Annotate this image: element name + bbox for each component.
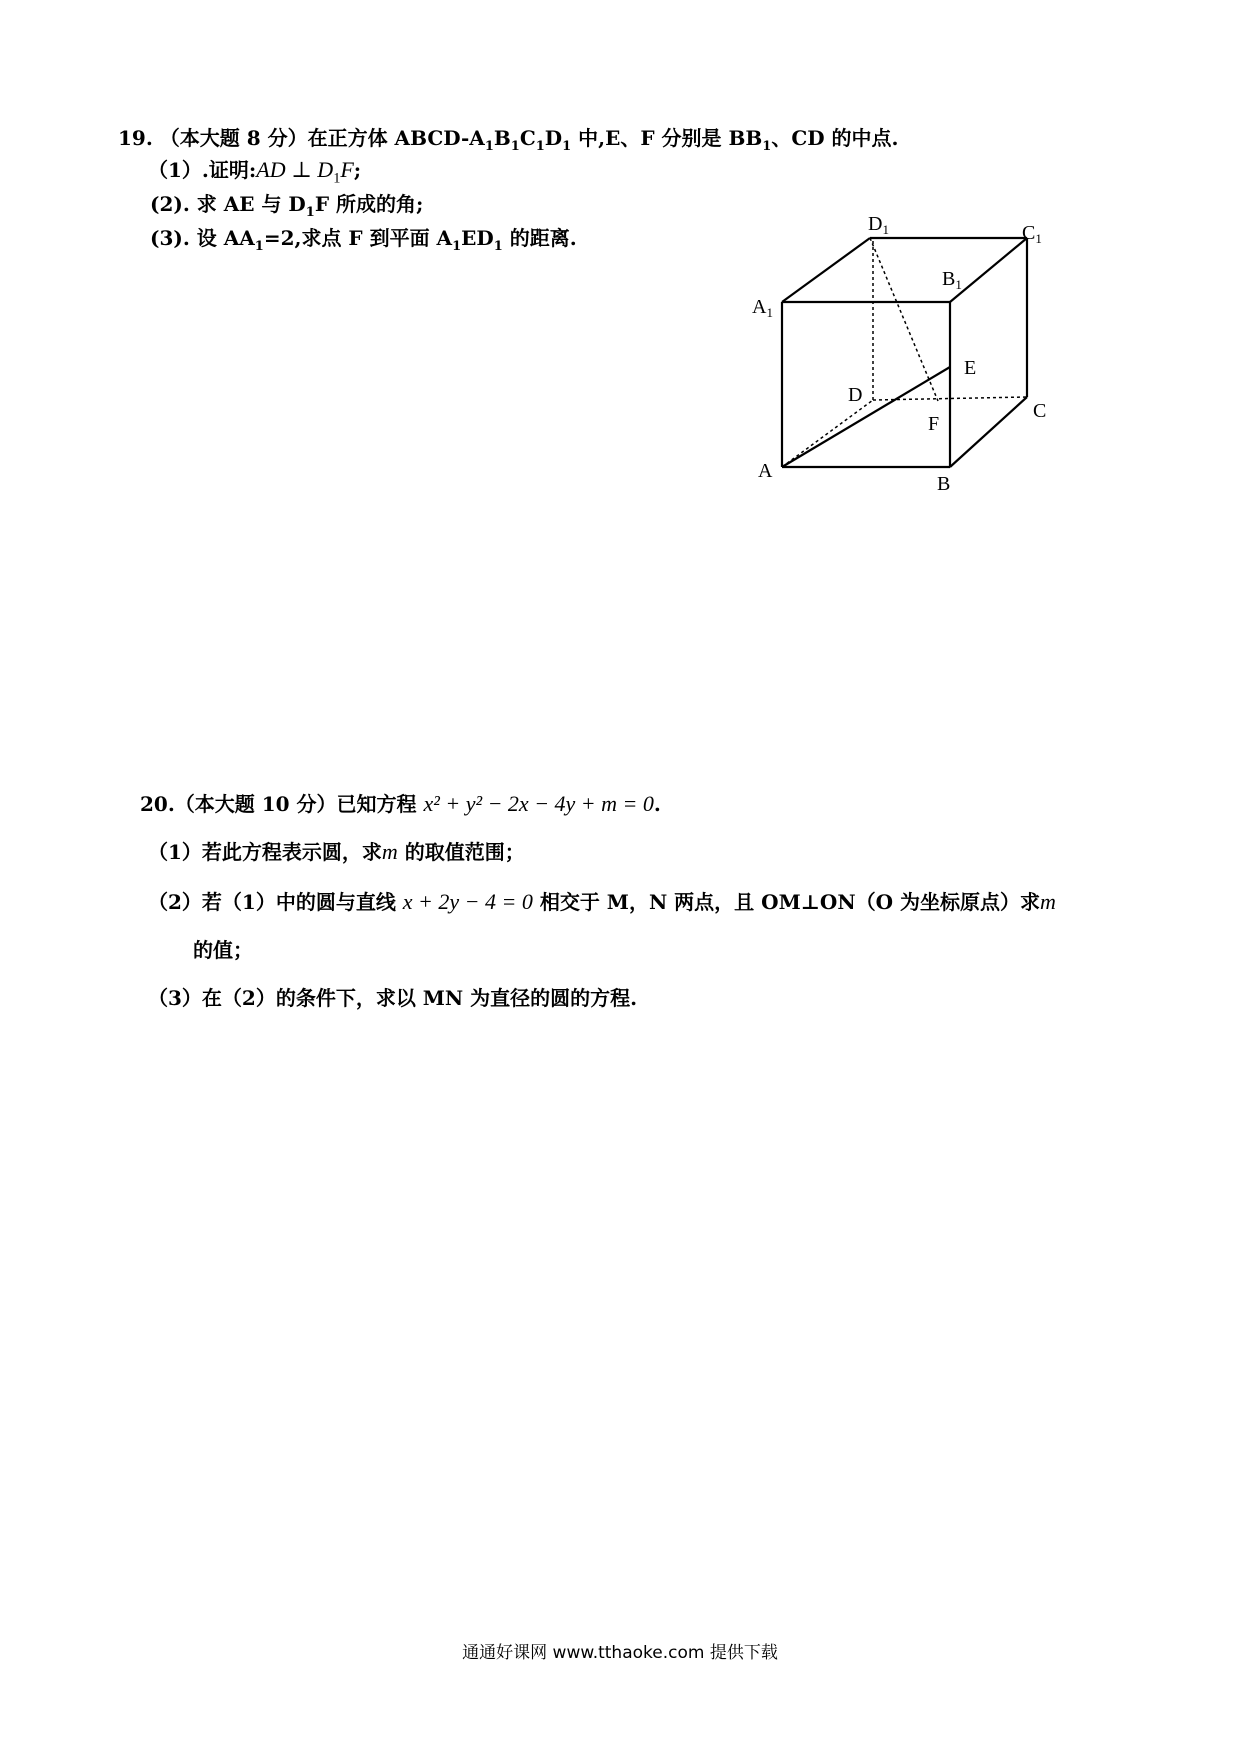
- q19-part3: (3). 设 $AA_1=2$,求点 F 到平面 $A_1ED_1$ 的距离.: [150, 226, 577, 254]
- label-A1: $A_1$: [752, 296, 773, 320]
- edge-A1-D1: [782, 238, 870, 302]
- q20-part1: （1）若此方程表示圆，求m 的取值范围；: [148, 839, 525, 864]
- edge-B-C: [950, 397, 1027, 467]
- q20-part3: （3）在（2）的条件下，求以 MN 为直径的圆的方程.: [148, 986, 638, 1010]
- label-A: A: [758, 460, 773, 482]
- label-C: C: [1033, 400, 1047, 422]
- q19-part1: （1）.证明:AD ⊥ $D_1F$;: [148, 157, 362, 187]
- q19-header: 19. （本大题 8 分）在正方体 ABCD-$A_1B_1C_1D_1$ 中,E、F 分别是 $BB_1$、CD 的中点.: [118, 126, 899, 154]
- edge-A-D: [782, 400, 873, 467]
- q20-part2: （2）若（1）中的圆与直线 x + 2y − 4 = 0 相交于 M，N 两点，且 OM⊥ON（O 为坐标原点）求m: [148, 889, 1056, 914]
- q20-header: 20.（本大题 10 分）已知方程 x² + y² − 2x − 4y + m = 0.: [140, 791, 661, 816]
- label-B1: $B_1$: [942, 268, 962, 292]
- footer-source: 通通好课网 www.tthaoke.com 提供下载: [462, 1643, 778, 1663]
- label-F: F: [928, 413, 940, 435]
- q19-part2: (2). 求 AE 与 $D_1F$ 所成的角;: [150, 192, 424, 220]
- edge-B1-C1: [950, 238, 1027, 302]
- cube-figure: [745, 205, 1075, 505]
- label-D1: $D_1$: [868, 213, 889, 237]
- label-C1: $C_1$: [1022, 222, 1042, 246]
- label-E: E: [964, 357, 977, 379]
- label-D: D: [848, 384, 863, 406]
- cube-diagram: [745, 205, 1075, 505]
- q20-part2-cont: 的值；: [193, 938, 253, 962]
- segment-D1-F: [870, 238, 938, 401]
- segment-A-E: [782, 367, 950, 467]
- label-B: B: [937, 473, 951, 495]
